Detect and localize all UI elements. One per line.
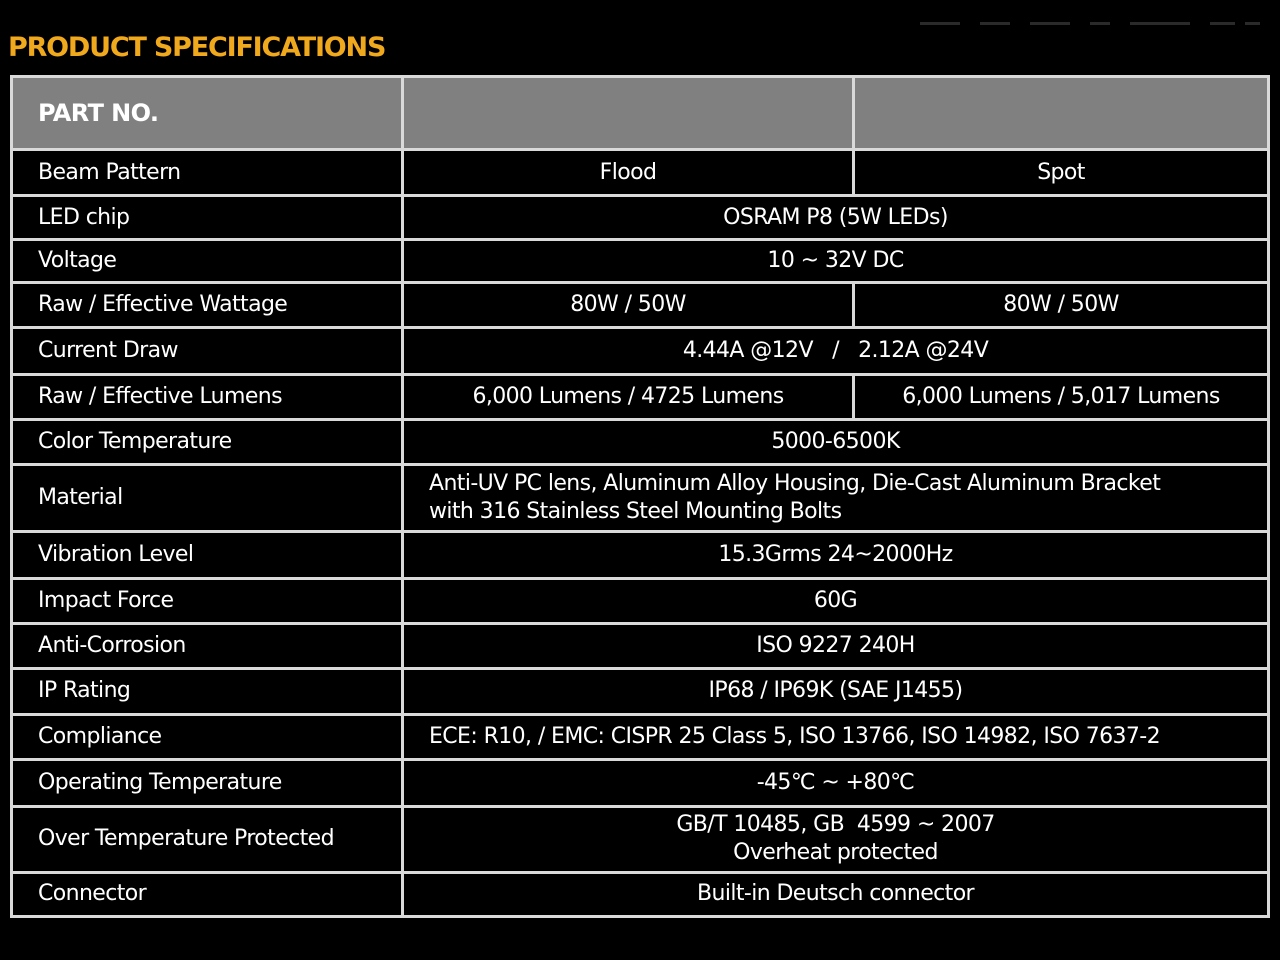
row-label: Operating Temperature	[12, 759, 403, 806]
compliance-value: ECE: R10, / EMC: CISPR 25 Class 5, ISO 13766, ISO 14982, ISO 7637-2	[403, 714, 1269, 759]
row-value: OSRAM P8 (5W LEDs)	[403, 196, 1269, 240]
part-no-col2	[854, 77, 1269, 150]
lumens-spot: 6,000 Lumens / 5,017 Lumens	[854, 375, 1269, 420]
material-line-2: with 316 Stainless Steel Mounting Bolts	[429, 499, 842, 525]
decorative-dashes	[920, 22, 1260, 26]
table-row	[12, 420, 1269, 465]
beam-spot: Spot	[854, 150, 1269, 196]
part-no-label: PART NO.	[12, 77, 403, 150]
table-row	[12, 465, 1269, 532]
table-header-row	[12, 77, 1269, 150]
row-label: Color Temperature	[12, 420, 403, 465]
page-title: PRODUCT SPECIFICATIONS	[8, 32, 386, 63]
row-value: -45℃ ~ +80℃	[403, 759, 1269, 806]
row-label: Raw / Effective Lumens	[12, 375, 403, 420]
wattage-spot: 80W / 50W	[854, 283, 1269, 328]
row-label: Compliance	[12, 714, 403, 759]
over-temp-line-1: GB/T 10485, GB 4599 ~ 2007	[676, 812, 995, 838]
table-row	[12, 759, 1269, 806]
lumens-flood: 6,000 Lumens / 4725 Lumens	[403, 375, 854, 420]
table-row	[12, 328, 1269, 375]
row-value: ISO 9227 240H	[403, 623, 1269, 668]
part-no-col1	[403, 77, 854, 150]
over-temp-value	[403, 806, 1269, 872]
table-row	[12, 375, 1269, 420]
wattage-flood: 80W / 50W	[403, 283, 854, 328]
table-row	[12, 623, 1269, 668]
table-row	[12, 532, 1269, 578]
spec-table	[10, 75, 1270, 918]
material-value	[403, 465, 1269, 532]
beam-flood: Flood	[403, 150, 854, 196]
row-label: Vibration Level	[12, 532, 403, 578]
row-label: Connector	[12, 872, 403, 916]
row-value: IP68 / IP69K (SAE J1455)	[403, 668, 1269, 714]
table-row	[12, 240, 1269, 283]
row-label: IP Rating	[12, 668, 403, 714]
row-label: Current Draw	[12, 328, 403, 375]
row-label: Raw / Effective Wattage	[12, 283, 403, 328]
table-row	[12, 872, 1269, 916]
table-row	[12, 578, 1269, 623]
row-label: Material	[12, 465, 403, 532]
row-label: Voltage	[12, 240, 403, 283]
row-label: Beam Pattern	[12, 150, 403, 196]
over-temp-line-2: Overheat protected	[733, 840, 938, 866]
row-label: Over Temperature Protected	[12, 806, 403, 872]
row-value: 5000-6500K	[403, 420, 1269, 465]
material-line-1: Anti-UV PC lens, Aluminum Alloy Housing, Die-Cast Aluminum Bracket	[429, 471, 1161, 497]
row-label: Impact Force	[12, 578, 403, 623]
table-row	[12, 714, 1269, 759]
table-row	[12, 150, 1269, 196]
row-value: 60G	[403, 578, 1269, 623]
table-row	[12, 283, 1269, 328]
row-value: Built-in Deutsch connector	[403, 872, 1269, 916]
table-row	[12, 196, 1269, 240]
row-value: 15.3Grms 24~2000Hz	[403, 532, 1269, 578]
row-value: 10 ~ 32V DC	[403, 240, 1269, 283]
row-value: 4.44A @12V / 2.12A @24V	[403, 328, 1269, 375]
table-row	[12, 668, 1269, 714]
table-row	[12, 806, 1269, 872]
row-label: Anti-Corrosion	[12, 623, 403, 668]
row-label: LED chip	[12, 196, 403, 240]
